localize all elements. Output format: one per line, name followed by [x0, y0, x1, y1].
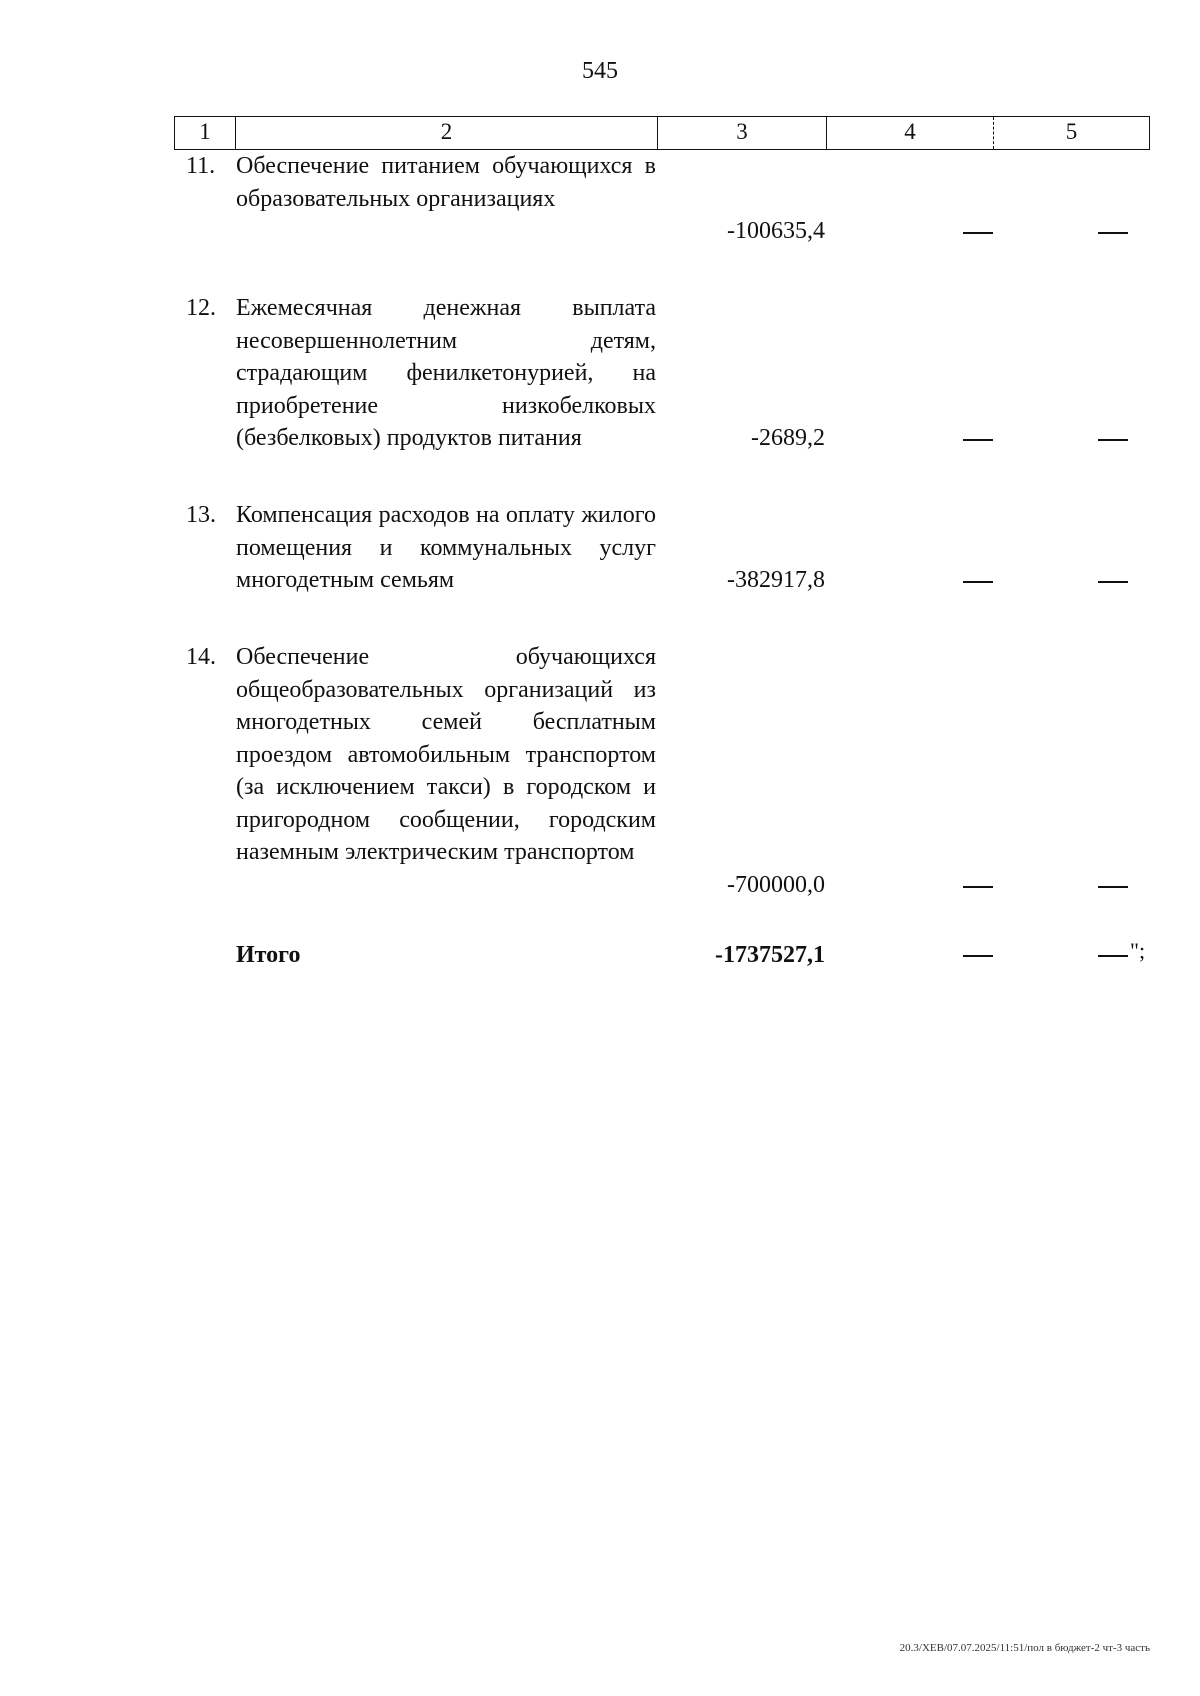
row-number: 11. — [186, 153, 216, 179]
table-header — [174, 116, 1150, 150]
closing-quote-mark: "; — [1130, 938, 1146, 963]
header-col-5: 5 — [1065, 119, 1078, 144]
header-col-2: 2 — [236, 117, 658, 149]
row-name: Компенсация расходов на оплату жилого помещения и коммунальных услуг многодетным семьям — [236, 502, 656, 593]
row-dash-col4 — [963, 886, 993, 888]
total-value-col3: -1737527,1 — [715, 942, 825, 968]
row-value-col3: -382917,8 — [727, 567, 825, 593]
footer-reference: 20.3/ХЕВ/07.07.2025/11:51/пол в бюджет-2 чт-3 часть — [899, 1642, 1150, 1654]
row-value-col3: -100635,4 — [727, 218, 825, 244]
header-col-3: 3 — [658, 117, 827, 149]
row-dash-col5 — [1098, 886, 1128, 888]
row-name: Ежемесячная денежная выплата несовершеннолетним детям, страдающим фенилкетонурией, на приобретение низкобелковых (безбелковых) продуктов питания — [236, 295, 656, 451]
row-dash-col4 — [963, 581, 993, 583]
header-col-1: 1 — [175, 117, 236, 149]
header-col-4: 4 — [827, 117, 994, 149]
total-dash-col4 — [963, 955, 993, 957]
total-label: Итого — [236, 942, 301, 968]
row-number: 13. — [186, 502, 216, 528]
row-dash-col4 — [963, 232, 993, 234]
row-number: 14. — [186, 644, 216, 670]
row-dash-col5 — [1098, 232, 1128, 234]
page-number: 545 — [582, 58, 618, 84]
total-dash-col5 — [1098, 955, 1128, 957]
row-number: 12. — [186, 295, 216, 321]
row-dash-col4 — [963, 439, 993, 441]
row-value-col3: -2689,2 — [751, 425, 825, 451]
row-name: Обеспечение обучающихся общеобразовательных организаций из многодетных семей бесплатным проездом автомобильным транспортом (за исключением такси) в городском и пригородном сообщении, городским наземным электрическим транспортом — [236, 644, 656, 865]
row-value-col3: -700000,0 — [727, 872, 825, 898]
row-dash-col5 — [1098, 439, 1128, 441]
row-name: Обеспечение питанием обучающихся в образовательных организациях — [236, 153, 656, 212]
row-dash-col5 — [1098, 581, 1128, 583]
